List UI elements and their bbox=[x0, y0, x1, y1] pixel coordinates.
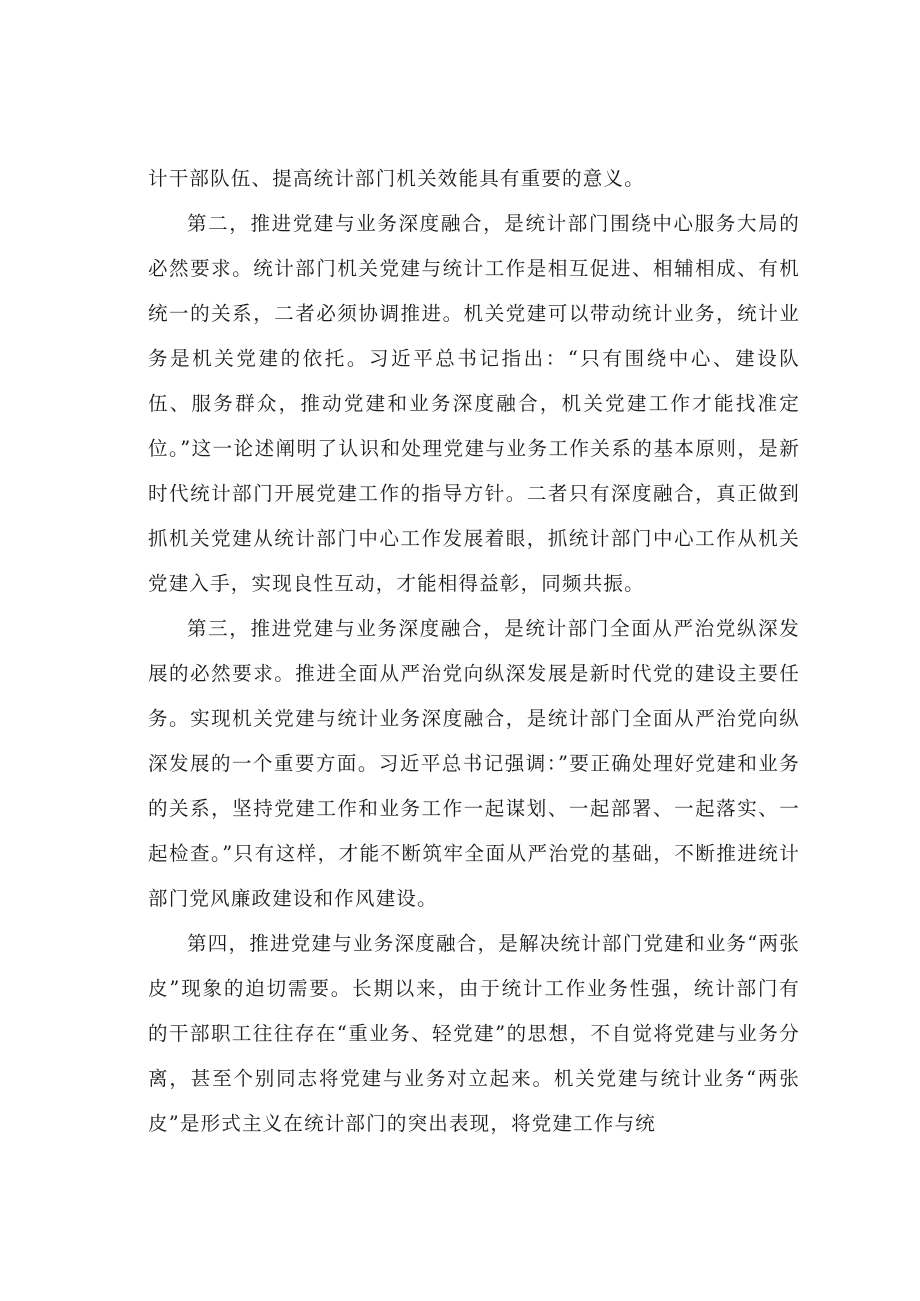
paragraph-second: 第二，推进党建与业务深度融合，是统计部门围绕中心服务大局的必然要求。统计部门机关党建与统计工作是相互促进、相辅相成、有机统一的关系，二者必须协调推进。机关党建可以带动统计业务，统计业务是机关党建的依托。习近平总书记指出：“只有围绕中心、建设队伍、服务群众，推动党建和业务深度融合，机关党建工作才能找准定位。”这一论述阐明了认识和处理党建与业务工作关系的基本原则，是新时代统计部门开展党建工作的指导方针。二者只有深度融合，真正做到抓机关党建从统计部门中心工作发展着眼，抓统计部门中心工作从机关党建入手，实现良性互动，才能相得益彰，同频共振。 bbox=[148, 212, 800, 595]
paragraph-continuation: 计干部队伍、提高统计部门机关效能具有重要的意义。 bbox=[148, 167, 645, 190]
document-body bbox=[148, 156, 800, 1146]
paragraph-fourth: 第四，推进党建与业务深度融合，是解决统计部门党建和业务“两张皮”现象的迫切需要。长期以来，由于统计工作业务性强，统计部门有的干部职工往往存在“重业务、轻党建”的思想，不自觉将党建与业务分离，甚至个别同志将党建与业务对立起来。机关党建与统计业务“两张皮”是形式主义在统计部门的突出表现，将党建工作与统 bbox=[148, 932, 800, 1135]
paragraph-third: 第三，推进党建与业务深度融合，是统计部门全面从严治党纵深发展的必然要求。推进全面从严治党向纵深发展是新时代党的建设主要任务。实现机关党建与统计业务深度融合，是统计部门全面从严治党向纵深发展的一个重要方面。习近平总书记强调：”要正确处理好党建和业务的关系，坚持党建工作和业务工作一起谋划、一起部署、一起落实、一起检查。”只有这样，才能不断筑牢全面从严治党的基础，不断推进统计部门党风廉政建设和作风建设。 bbox=[148, 617, 800, 910]
